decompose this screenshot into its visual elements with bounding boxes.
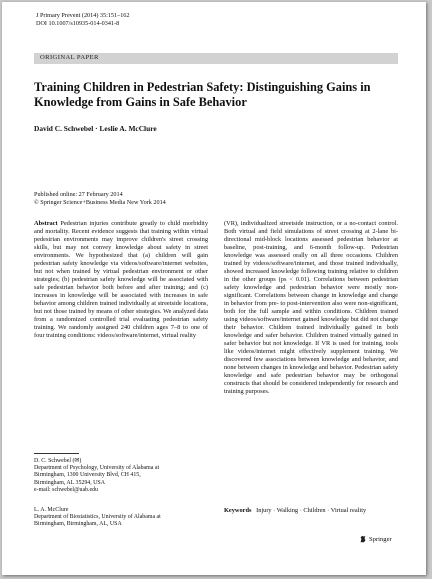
abstract-label: Abstract <box>34 220 58 227</box>
paper-page <box>2 2 426 575</box>
article-title: Training Children in Pedestrian Safety: Distinguishing Gains in Knowledge from Gains in Safe Behavior <box>34 80 371 109</box>
article-type: ORIGINAL PAPER <box>40 54 99 61</box>
article-type-banner <box>34 53 398 64</box>
affiliation-line: Birmingham, AL 35294, USA <box>34 479 105 486</box>
footnote-rule <box>34 453 79 454</box>
journal-info <box>36 12 130 27</box>
affiliation-name: D. C. Schwebel (✉) <box>34 458 82 464</box>
journal-citation: J Primary Prevent (2014) 35:151–162 <box>36 12 130 19</box>
keywords-text: Injury · Walking · Children · Virtual reality <box>256 507 367 514</box>
affiliation-author1 <box>34 458 214 494</box>
springer-horse-icon <box>359 535 367 543</box>
affiliation-name: L. A. McClure <box>34 507 69 513</box>
abstract-text-right: (VR), individualized streetside instruction, or a no-contact control. Both virtual and field simulations of street crossing at 2-lane bi-directional mid-block locations assessed pedestrian behavior at baseline, post-training, and 6-month follow-up. Pedestrian knowledge was assessed orally on all three occasions. Children trained by videos/software/internet, and those trained individually, showed increased knowledge following training relative to children in the other groups (ps < 0.01). Correlations between pedestrian safety knowledge and pedestrian behavior were mostly non-significant. Correlations between change in knowledge and change in behavior from pre- to post-intervention also were non-significant, both for the full sample and within conditions. Children trained using videos/software/internet gained knowledge but did not change their behavior. Children trained individually gained in both knowledge and safer behavior. Children trained virtually gained in safer behavior but not knowledge. If VR is used for training, tools like videos/internet might effectively supplement training. We discovered few associations between knowledge and behavior, and none between changes in knowledge and behavior. Pedestrian safety knowledge and safe pedestrian behavior may be orthogonal constructs that should be considered independently for research and training purposes. <box>224 220 398 395</box>
affiliation-line: Department of Biostatistics, University of Alabama at <box>34 514 161 521</box>
publication-info <box>34 191 166 206</box>
publisher-name: Springer <box>369 535 392 543</box>
abstract-text-left: Pedestrian injuries contribute greatly to child morbidity and mortality. Recent evidence suggests that training within virtual pedestrian environments may improve children's street crossing skills, but may not convey knowledge about safety in street environments. We hypothesized that (a) children will gain pedestrian safety knowledge via videos/software/internet websites, but not when trained by virtual pedestrian environment or other strategies; (b) pedestrian safety knowledge will be associated with safe pedestrian behavior both before and after training; and (c) increases in knowledge will be associated with increases in safe behavior among children trained individually at streetside locations, but not those trained by means of other strategies. We analyzed data from a randomized controlled trial evaluating pedestrian safety training. We randomly assigned 240 children ages 7–8 to one of four training conditions: videos/software/internet, virtual reality <box>34 220 208 339</box>
affiliation-email[interactable]: e-mail: schwebel@uab.edu <box>34 486 98 493</box>
abstract-right-column <box>224 220 398 396</box>
affiliation-line: Birmingham, 1300 University Blvd, CH 415, <box>34 472 141 479</box>
authors: David C. Schwebel · Leslie A. McClure <box>34 124 157 133</box>
journal-doi: DOI 10.1007/s10935-014-0341-8 <box>36 19 120 27</box>
keywords <box>224 507 398 515</box>
affiliation-line: Department of Psychology, University of Alabama at <box>34 465 160 472</box>
abstract-left-column <box>34 220 208 340</box>
affiliation-author2 <box>34 507 214 529</box>
published-date: Published online: 27 February 2014 <box>34 191 123 198</box>
keywords-label: Keywords <box>224 507 252 514</box>
publisher-logo <box>359 535 392 543</box>
affiliation-line: Birmingham, Birmingham, AL, USA <box>34 521 122 528</box>
copyright: © Springer Science+Business Media New York 2014 <box>34 198 166 206</box>
